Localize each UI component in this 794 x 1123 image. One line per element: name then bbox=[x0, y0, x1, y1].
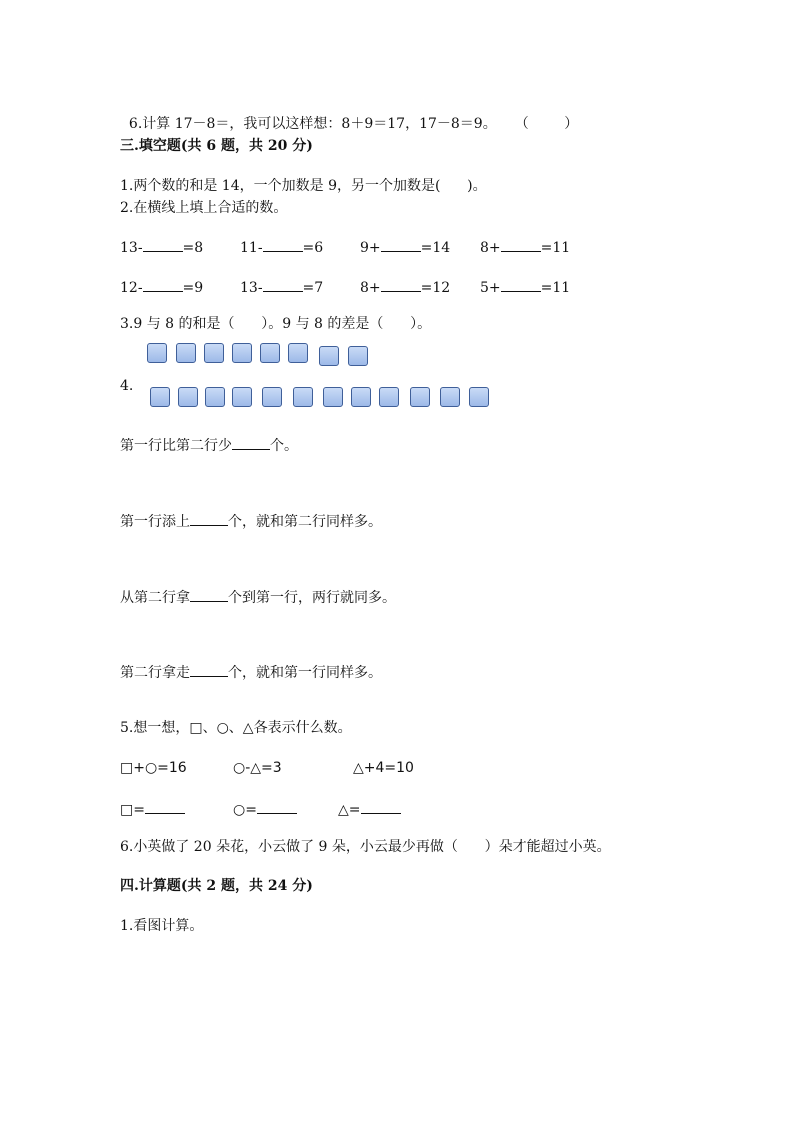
equation-suffix: =11 bbox=[540, 240, 571, 256]
equation-prefix: 5+ bbox=[480, 280, 501, 296]
answer-blank[interactable] bbox=[381, 277, 421, 292]
equation bbox=[480, 277, 570, 297]
answer-blank[interactable] bbox=[190, 662, 228, 677]
answer-blank[interactable] bbox=[190, 511, 228, 526]
q5-equation-1: □+○=16 bbox=[120, 760, 187, 776]
answer-blank[interactable] bbox=[145, 799, 185, 814]
equation-suffix: =7 bbox=[302, 280, 324, 296]
square-shape bbox=[379, 387, 399, 407]
q4-a-suffix: 个。 bbox=[270, 438, 298, 454]
q4-line-c bbox=[120, 587, 396, 607]
answer-blank[interactable] bbox=[232, 435, 270, 450]
square-shape bbox=[323, 387, 343, 407]
q4-line-d bbox=[120, 662, 382, 682]
equation-suffix: =11 bbox=[540, 280, 571, 296]
q4-d-prefix: 第二行拿走 bbox=[120, 665, 190, 681]
equation-prefix: 8+ bbox=[480, 240, 501, 256]
fill-question-6: 6.小英做了 20 朵花，小云做了 9 朵，小云最少再做（ ）朵才能超过小英。 bbox=[120, 839, 611, 855]
answer-blank[interactable] bbox=[190, 587, 228, 602]
q4-c-suffix: 个到第一行，两行就同多。 bbox=[228, 590, 396, 606]
fill-question-1: 1.两个数的和是 14，一个加数是 9，另一个加数是( )。 bbox=[120, 178, 487, 194]
equation-suffix: =6 bbox=[302, 240, 324, 256]
answer-blank[interactable] bbox=[501, 237, 541, 252]
q4-line-a bbox=[120, 435, 298, 455]
square-shape bbox=[232, 343, 252, 363]
square-shape bbox=[147, 343, 167, 363]
judge-question-6 bbox=[120, 97, 578, 133]
q5-equation-2: ○-△=3 bbox=[233, 760, 282, 776]
q4-c-prefix: 从第二行拿 bbox=[120, 590, 190, 606]
square-shape bbox=[440, 387, 460, 407]
equation-prefix: 8+ bbox=[360, 280, 381, 296]
q5-answer-2-label: ○= bbox=[233, 802, 257, 818]
q5-answer-1 bbox=[120, 799, 185, 819]
equation-prefix: 9+ bbox=[360, 240, 381, 256]
answer-blank[interactable] bbox=[361, 799, 401, 814]
answer-blank[interactable] bbox=[263, 237, 303, 252]
equation-prefix: 12- bbox=[120, 280, 143, 296]
q5-answer-3 bbox=[338, 799, 401, 819]
equation-suffix: =9 bbox=[182, 280, 204, 296]
square-shape bbox=[469, 387, 489, 407]
equation-suffix: =8 bbox=[182, 240, 204, 256]
q4-b-suffix: 个，就和第二行同样多。 bbox=[228, 514, 382, 530]
equation bbox=[120, 277, 203, 297]
judge-question-6-text: 6.计算 17－8＝，我可以这样想：8＋9＝17，17－8＝9。 bbox=[128, 116, 497, 132]
section-4-title: 四.计算题(共 2 题，共 24 分) bbox=[120, 878, 313, 894]
equation bbox=[240, 277, 323, 297]
q4-a-prefix: 第一行比第二行少 bbox=[120, 438, 232, 454]
square-shape bbox=[150, 387, 170, 407]
fill-question-4-label: 4. bbox=[120, 378, 134, 394]
q4-b-prefix: 第一行添上 bbox=[120, 514, 190, 530]
equation-suffix: =14 bbox=[420, 240, 451, 256]
q5-answer-1-label: □= bbox=[120, 802, 145, 818]
square-shape bbox=[260, 343, 280, 363]
equation-prefix: 11- bbox=[240, 240, 263, 256]
q5-answer-2 bbox=[233, 799, 297, 819]
answer-blank[interactable] bbox=[257, 799, 297, 814]
judge-answer-paren[interactable]: （ ） bbox=[514, 116, 579, 132]
square-shape bbox=[204, 343, 224, 363]
equation bbox=[360, 237, 450, 257]
answer-blank[interactable] bbox=[381, 237, 421, 252]
q4-line-b bbox=[120, 511, 382, 531]
section-3-title: 三.填空题(共 6 题，共 20 分) bbox=[120, 138, 313, 154]
square-shape bbox=[288, 343, 308, 363]
answer-blank[interactable] bbox=[501, 277, 541, 292]
equation-prefix: 13- bbox=[240, 280, 263, 296]
square-shape bbox=[232, 387, 252, 407]
fill-question-2: 2.在横线上填上合适的数。 bbox=[120, 200, 288, 216]
square-shape bbox=[410, 387, 430, 407]
answer-blank[interactable] bbox=[143, 277, 183, 292]
equation bbox=[360, 277, 450, 297]
calc-question-1: 1.看图计算。 bbox=[120, 918, 204, 934]
square-shape bbox=[205, 387, 225, 407]
equation-prefix: 13- bbox=[120, 240, 143, 256]
equation bbox=[120, 237, 203, 257]
fill-question-3: 3.9 与 8 的和是（ ）。9 与 8 的差是（ ）。 bbox=[120, 316, 432, 332]
square-shape bbox=[351, 387, 371, 407]
answer-blank[interactable] bbox=[143, 237, 183, 252]
q5-equation-3: △+4=10 bbox=[353, 760, 414, 776]
square-shape bbox=[178, 387, 198, 407]
square-shape bbox=[348, 346, 368, 366]
equation-suffix: =12 bbox=[420, 280, 451, 296]
fill-question-5: 5.想一想，□、○、△各表示什么数。 bbox=[120, 720, 352, 736]
square-shape bbox=[176, 343, 196, 363]
square-shape bbox=[293, 387, 313, 407]
q5-answer-3-label: △= bbox=[338, 802, 361, 818]
answer-blank[interactable] bbox=[263, 277, 303, 292]
equation bbox=[240, 237, 323, 257]
q4-d-suffix: 个，就和第一行同样多。 bbox=[228, 665, 382, 681]
square-shape bbox=[319, 346, 339, 366]
equation bbox=[480, 237, 570, 257]
square-shape bbox=[262, 387, 282, 407]
